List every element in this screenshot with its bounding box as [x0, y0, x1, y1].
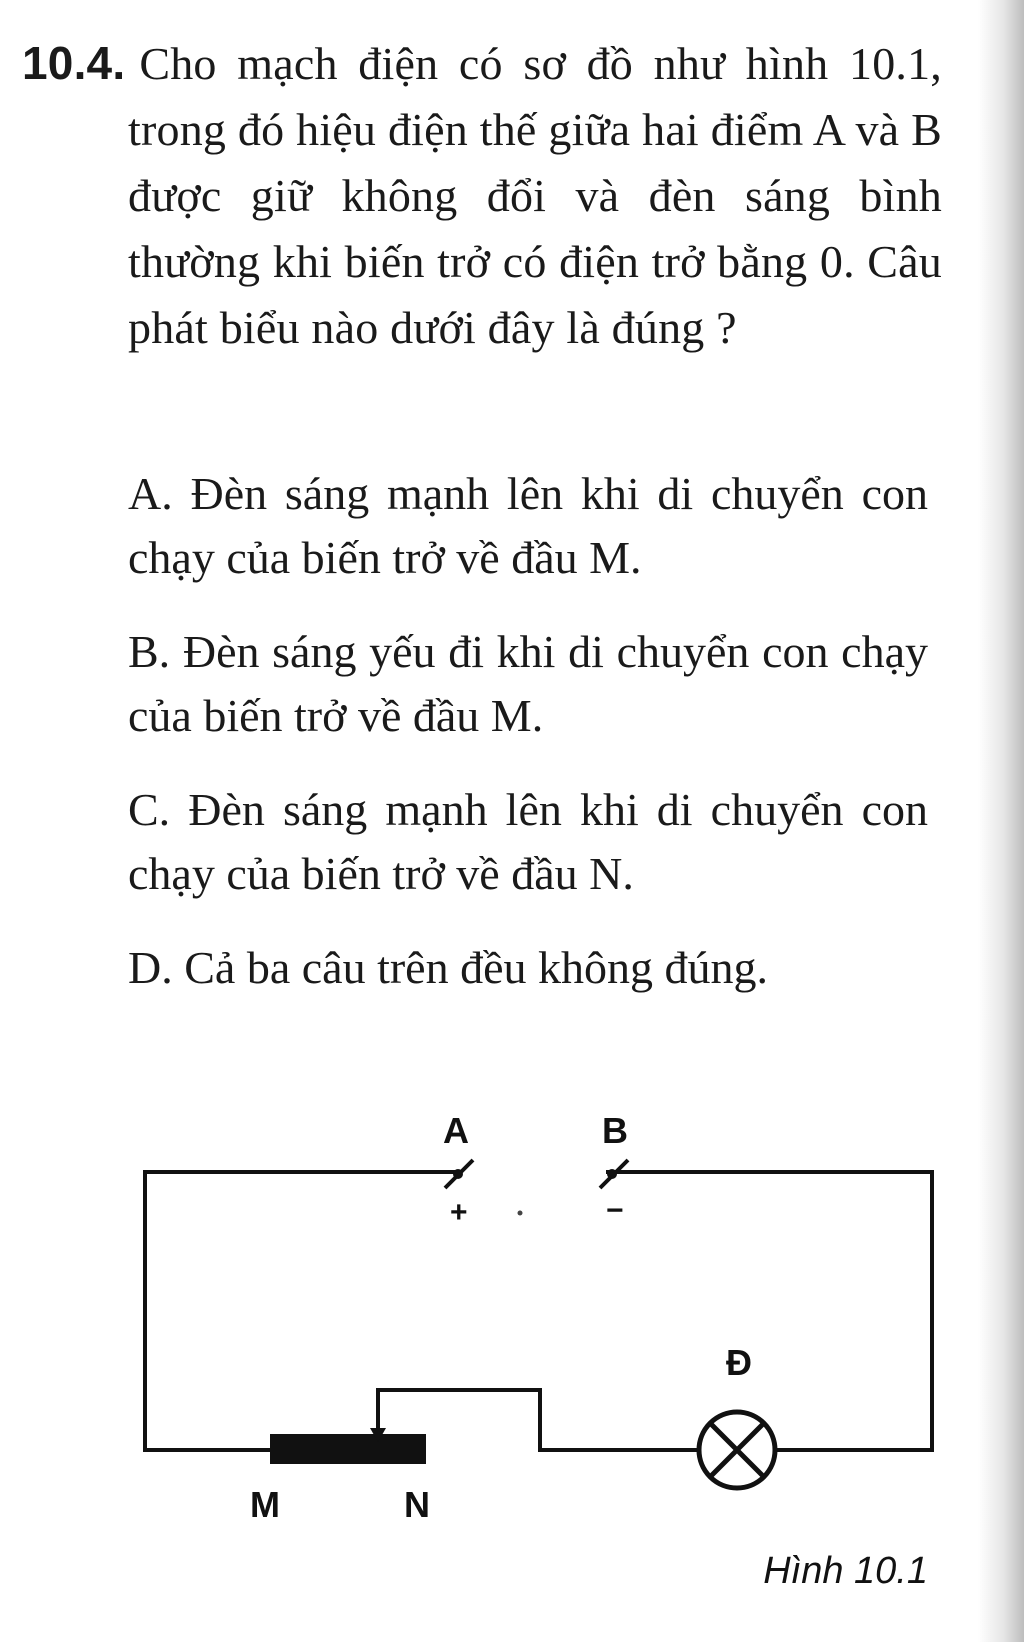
label-m: M: [250, 1484, 280, 1525]
figure-caption: Hình 10.1: [763, 1550, 928, 1592]
wire-left-loop: [145, 1172, 455, 1450]
question-block: [22, 30, 942, 361]
option-b: B. Đèn sáng yếu đi khi di chuyển con chạy của biến trở về đầu M.: [128, 626, 928, 741]
rheostat-bar: [270, 1434, 426, 1464]
question-text: [22, 30, 942, 361]
circuit-figure: [0, 1090, 1024, 1630]
lamp-icon: [699, 1412, 775, 1488]
label-a: A: [443, 1110, 469, 1151]
option-a: A. Đèn sáng mạnh lên khi di chuyển con chạy của biến trở về đầu M.: [128, 468, 928, 583]
option-c: C. Đèn sáng mạnh lên khi di chuyển con chạy của biến trở về đầu N.: [128, 784, 928, 899]
label-n: N: [404, 1484, 430, 1525]
minus-sign: −: [606, 1194, 624, 1227]
question-statement: Cho mạch điện có sơ đồ như hình 10.1, trong đó hiệu điện thế giữa hai điểm A và B được giữ không đổi và đèn sáng bình thường khi biến trở có điện trở bằng 0. Câu phát biểu nào dưới đây là đúng ?: [128, 38, 942, 353]
wire-right-loop: [608, 1172, 932, 1450]
circuit-diagram: [0, 1090, 1024, 1550]
question-number: 10.4.: [22, 37, 126, 89]
option-d: D. Cả ba câu trên đều không đúng.: [128, 942, 769, 993]
label-lamp: Đ: [726, 1342, 752, 1383]
label-b: B: [602, 1110, 628, 1151]
terminal-a-dot: [453, 1169, 463, 1179]
terminal-b-dot: [607, 1169, 617, 1179]
answer-options: [128, 462, 928, 1030]
terminal-gap-dot: [518, 1211, 523, 1216]
plus-sign: +: [450, 1196, 468, 1229]
